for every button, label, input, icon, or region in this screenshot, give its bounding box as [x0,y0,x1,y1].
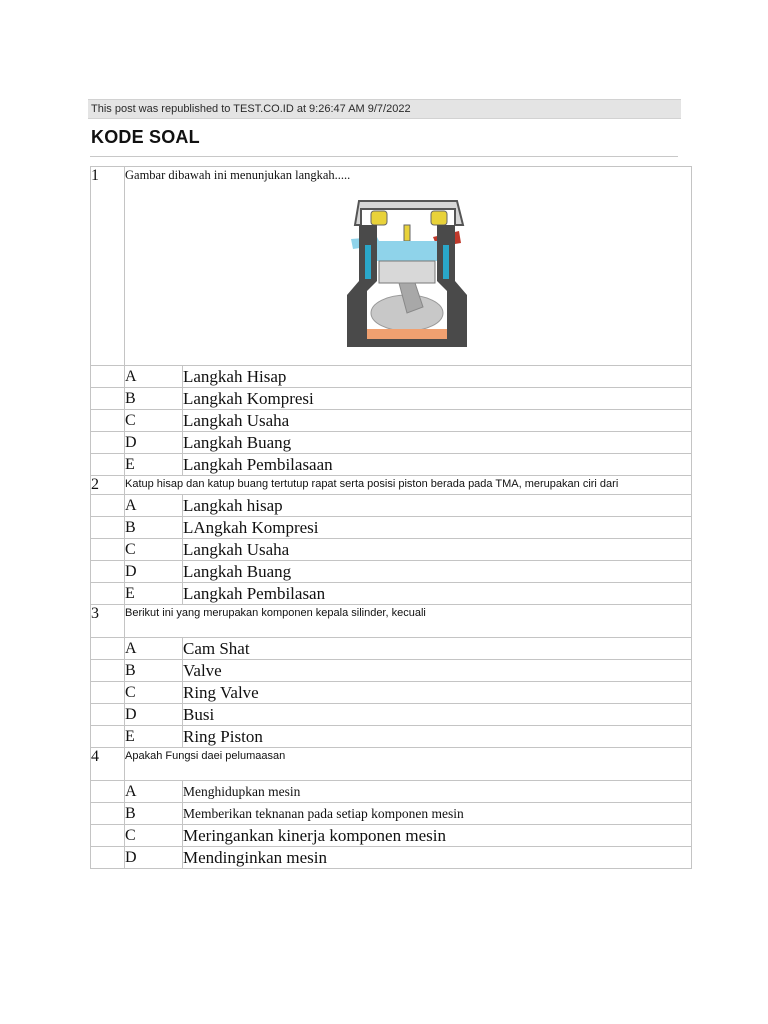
option-letter: A [125,638,183,660]
option-text: LAngkah Kompresi [183,517,692,539]
option-row[interactable] [91,410,692,432]
option-row[interactable] [91,638,692,660]
question-number: 4 [91,748,125,781]
option-text: Memberikan teknanan pada setiap komponen mesin [183,803,692,825]
option-letter: D [125,432,183,454]
page-title: KODE SOAL [91,127,200,147]
question-cell [125,167,692,366]
title-divider [90,156,678,157]
question-row [91,748,692,781]
question-number: 2 [91,476,125,495]
option-text: Langkah Usaha [183,539,692,561]
option-row[interactable] [91,388,692,410]
option-letter: E [125,726,183,748]
option-row[interactable] [91,660,692,682]
option-text: Langkah Usaha [183,410,692,432]
option-row[interactable] [91,539,692,561]
question-number: 3 [91,605,125,638]
option-row[interactable] [91,726,692,748]
option-text: Langkah Kompresi [183,388,692,410]
option-letter: D [125,847,183,869]
option-text: Busi [183,704,692,726]
question-row [91,167,692,366]
option-letter: C [125,410,183,432]
option-row[interactable] [91,825,692,847]
option-letter: C [125,825,183,847]
option-row[interactable] [91,803,692,825]
engine-stroke-diagram [337,191,477,351]
option-text: Cam Shat [183,638,692,660]
option-text: Langkah Pembilasaan [183,454,692,476]
option-text: Valve [183,660,692,682]
option-letter: E [125,583,183,605]
option-text: Mendinginkan mesin [183,847,692,869]
option-text: Langkah Buang [183,432,692,454]
option-row[interactable] [91,432,692,454]
republish-banner-text: This post was republished to TEST.CO.ID at 9:26:47 AM 9/7/2022 [91,103,411,115]
republish-banner [88,99,681,119]
option-text: Meringankan kinerja komponen mesin [183,825,692,847]
option-letter: A [125,781,183,803]
option-letter: C [125,539,183,561]
option-letter: B [125,660,183,682]
option-row[interactable] [91,495,692,517]
question-text: Berikut ini yang merupakan komponen kepala silinder, kecuali [125,605,692,638]
option-row[interactable] [91,847,692,869]
option-row[interactable] [91,517,692,539]
option-letter: B [125,517,183,539]
option-text: Ring Piston [183,726,692,748]
option-letter: D [125,561,183,583]
question-row [91,476,692,495]
option-row[interactable] [91,561,692,583]
option-letter: B [125,803,183,825]
option-text: Langkah Buang [183,561,692,583]
question-text: Apakah Fungsi daei pelumaasan [125,748,692,781]
option-letter: E [125,454,183,476]
option-letter: C [125,682,183,704]
option-text: Ring Valve [183,682,692,704]
option-text: Langkah hisap [183,495,692,517]
option-row[interactable] [91,682,692,704]
option-row[interactable] [91,454,692,476]
option-text: Langkah Pembilasan [183,583,692,605]
question-text: Katup hisap dan katup buang tertutup rapat serta posisi piston berada pada TMA, merupakan ciri dari [125,476,692,495]
quiz-table [90,166,692,869]
option-text: Langkah Hisap [183,366,692,388]
option-letter: D [125,704,183,726]
question-row [91,605,692,638]
question-number: 1 [91,167,125,366]
option-letter: A [125,495,183,517]
option-row[interactable] [91,781,692,803]
option-letter: B [125,388,183,410]
option-row[interactable] [91,704,692,726]
question-text: Gambar dibawah ini menunjukan langkah..... [125,168,351,182]
option-row[interactable] [91,583,692,605]
option-row[interactable] [91,366,692,388]
option-text: Menghidupkan mesin [183,781,692,803]
option-letter: A [125,366,183,388]
